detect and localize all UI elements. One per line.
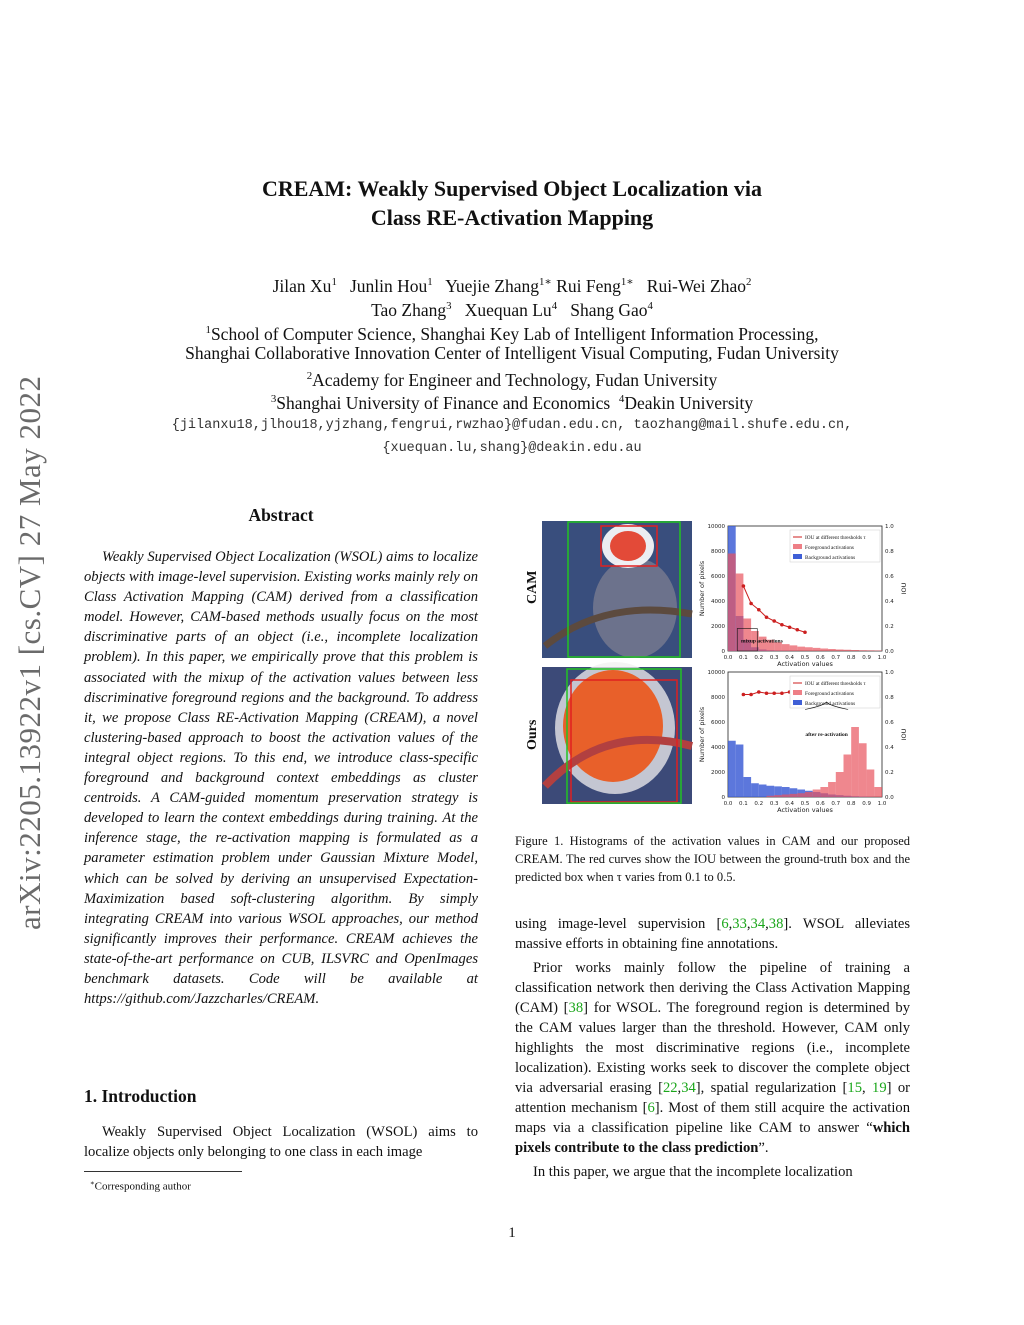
footnote-mark: ∗ — [90, 1180, 95, 1187]
affiliation-mark: 1 — [205, 324, 211, 336]
y-tick-label: 0 — [721, 649, 725, 655]
page-number: 1 — [508, 1225, 516, 1241]
x-tick-label: 1.0 — [877, 655, 887, 661]
text-run: ”. — [758, 1140, 769, 1156]
intro-body — [84, 1122, 478, 1162]
ours-photo — [542, 662, 692, 804]
y-tick-label: 8000 — [711, 549, 725, 555]
x-tick-label: 0.9 — [862, 655, 871, 661]
text-run: ] for WSOL. The foreground region is determined by the CAM values larger than the threshold. However, CAM only highlights the most discriminative regions (i.e., incomplete localization). Existing works seek to discover the complete object via adversarial erasing [ — [515, 1000, 910, 1096]
iou-point — [757, 690, 761, 694]
foreground-bar — [859, 743, 867, 797]
foreground-bar — [828, 649, 836, 651]
y2-axis-label: IOU — [900, 728, 908, 741]
y2-axis-label: IOU — [900, 582, 908, 595]
citation-link[interactable]: 19 — [872, 1080, 887, 1096]
footnote-rule — [84, 1171, 242, 1172]
x-tick-label: 0.5 — [800, 801, 810, 807]
section-heading-introduction: 1. Introduction — [84, 1086, 197, 1106]
emails-line-1: {jilanxu18,jlhou18,yjzhang,fengrui,rwzhao}@fudan.edu.cn, taozhang@mail.shufe.edu.cn, — [171, 418, 853, 433]
x-tick-label: 0.5 — [800, 655, 810, 661]
foreground-bar — [828, 782, 836, 797]
y-tick-label: 0 — [721, 795, 725, 801]
citation-link[interactable]: 34 — [681, 1080, 696, 1096]
y-axis-label: Number of pixels — [698, 560, 706, 617]
author-name: Jilan Xu — [272, 275, 332, 296]
x-tick-label: 0.7 — [831, 801, 841, 807]
iou-point — [742, 584, 746, 588]
foreground-bar — [836, 650, 844, 652]
iou-point — [765, 691, 769, 695]
y-tick-label: 6000 — [711, 574, 725, 580]
legend-label: Background activations — [805, 701, 856, 707]
background-bar — [759, 785, 767, 798]
y2-tick-label: 1.0 — [885, 524, 894, 530]
foreground-bar — [813, 790, 821, 798]
footnote-text: Corresponding author — [94, 1180, 191, 1193]
x-tick-label: 0.1 — [739, 655, 748, 661]
legend-swatch-foreground — [793, 544, 802, 549]
affiliation-mark: 2 — [306, 370, 313, 382]
y-tick-label: 2000 — [711, 770, 725, 776]
x-tick-label: 0.0 — [723, 655, 733, 661]
iou-point — [749, 693, 753, 697]
citation-link[interactable]: 38 — [568, 1000, 584, 1016]
foreground-bar — [851, 650, 859, 651]
background-bar — [743, 777, 751, 797]
y2-tick-label: 0.0 — [885, 649, 894, 655]
foreground-bar — [859, 650, 867, 651]
x-tick-label: 0.6 — [816, 801, 825, 807]
text-run: Prior works mainly follow the pipeline of training a classification network then deriving the Class Activation Mapping (CAM) [ — [515, 960, 910, 1016]
x-tick-label: 0.2 — [754, 801, 764, 807]
bold-text: which pixels contribute to the class prediction — [515, 1120, 910, 1156]
x-tick-label: 0.3 — [769, 801, 779, 807]
author-affiliation-mark: 1∗ — [620, 276, 634, 288]
background-bar — [767, 786, 775, 797]
citation-link[interactable]: 6 — [721, 916, 729, 932]
y2-tick-label: 0.2 — [885, 624, 894, 630]
right-column-text — [515, 914, 910, 1182]
foreground-bar — [820, 649, 828, 652]
foreground-bar — [790, 794, 798, 797]
author-affiliation-mark: 1∗ — [539, 276, 552, 288]
authors-line-2 — [0, 295, 1024, 322]
x-tick-label: 0.3 — [769, 655, 779, 661]
author-name: Xuequan Lu — [464, 299, 552, 320]
foreground-bar — [782, 644, 790, 651]
author-name: Rui Feng — [556, 275, 621, 296]
x-tick-label: 0.2 — [754, 655, 764, 661]
x-tick-label: 0.7 — [831, 655, 841, 661]
y2-tick-label: 0.8 — [885, 549, 894, 555]
y2-tick-label: 0.6 — [885, 574, 894, 580]
charts-layer — [698, 524, 908, 814]
figure-row-label-cam: CAM — [525, 570, 540, 604]
foreground-bar — [805, 647, 813, 651]
affiliation-text: School of Computer Science, Shanghai Key Lab of Intelligent Information Processing, — [210, 323, 819, 344]
author-affiliation-mark: 4 — [647, 300, 653, 312]
author-name: Shang Gao — [570, 299, 648, 320]
foreground-bar — [797, 793, 805, 797]
x-tick-label: 0.8 — [846, 655, 856, 661]
author-affiliation-mark: 1 — [427, 276, 433, 288]
y2-tick-label: 0.8 — [885, 695, 894, 701]
legend-label: Background activations — [805, 555, 856, 561]
x-axis-label: Activation values — [777, 806, 833, 814]
paper-title — [0, 174, 1024, 232]
citation-link[interactable]: 15 — [847, 1080, 862, 1096]
x-tick-label: 1.0 — [877, 801, 887, 807]
y2-tick-label: 0.4 — [885, 599, 894, 605]
y-tick-label: 8000 — [711, 695, 725, 701]
iou-point — [796, 628, 800, 632]
foreground-bar — [867, 770, 875, 798]
emails-line-2: {xuequan.lu,shang}@deakin.edu.au — [382, 441, 642, 456]
iou-point — [757, 608, 761, 612]
affiliation-text: Academy for Engineer and Technology, Fudan University — [312, 369, 718, 390]
y-axis-label: Number of pixels — [698, 706, 706, 763]
foreground-bar — [844, 755, 852, 798]
text-run: ], spatial regularization [ — [695, 1080, 848, 1096]
affiliation-1-line-2: Shanghai Collaborative Innovation Center of Intelligent Visual Computing, Fudan University — [185, 343, 839, 363]
iou-point — [780, 623, 784, 627]
legend-label: Foreground activations — [805, 545, 854, 551]
figure-svg — [515, 518, 910, 814]
foreground-bar — [844, 650, 852, 651]
legend-label: IOU at different thresholds τ — [805, 535, 866, 541]
legend-swatch-background — [793, 700, 802, 705]
authors-line-1 — [0, 271, 1024, 298]
figure-1-caption: Figure 1. Histograms of the activation values in CAM and our proposed CREAM. The red curves show the IOU between the ground-truth box and the predicted box when τ varies from 0.1 to 0.5. — [515, 834, 910, 884]
text-run: ] or attention mechanism [ — [515, 1080, 910, 1116]
footnote — [90, 1179, 191, 1193]
y2-tick-label: 0.4 — [885, 745, 894, 751]
affiliation-mark: 3 — [270, 393, 277, 405]
text-run: ]. WSOL alleviates massive efforts in obtaining fine annotations. — [515, 916, 910, 952]
author-name: Tao Zhang — [371, 299, 447, 320]
title-line-2: Class RE-Activation Mapping — [370, 205, 654, 230]
iou-point — [803, 630, 807, 634]
abstract-body — [84, 547, 478, 1009]
rcol-paragraph-2: Prior works mainly follow the pipeline of training a classification network then deriving the Class Activation Mapping (CAM) [38] for WSOL. The foreground region is determined by the CAM values larger than the threshold. However, CAM only highlights the most discriminative regions (i.e., incomplete localization). Existing works seek to discover the complete object via adversarial erasing [22,34], spatial regularization [15, 19] or attention mechanism [6]. Most of them still acquire the activation maps via a classification pipeline like CAM to answer “which pixels contribute to the class prediction”. — [515, 960, 910, 1156]
author-name: Yuejie Zhang — [445, 275, 539, 296]
background-bar — [751, 783, 759, 797]
background-bar — [736, 745, 744, 798]
legend-swatch-foreground — [793, 690, 802, 695]
author-affiliation-mark: 1 — [331, 276, 337, 288]
legend-label: IOU at different thresholds τ — [805, 681, 866, 687]
background-bar — [728, 741, 736, 797]
foreground-bar — [874, 651, 882, 652]
y2-tick-label: 0.0 — [885, 795, 894, 801]
y-tick-label: 4000 — [711, 745, 725, 751]
iou-point — [765, 615, 769, 619]
foreground-bar — [728, 554, 736, 652]
x-tick-label: 0.4 — [785, 801, 794, 807]
figure-row-label-ours: Ours — [525, 719, 540, 750]
title-line-1: CREAM: Weakly Supervised Object Localization via — [261, 176, 763, 201]
legend-label: Foreground activations — [805, 691, 854, 697]
abstract-text: Weakly Supervised Object Localization (WSOL) aims to localize objects with image-level supervision. Existing works mainly rely on Class Activation Mapping (CAM) derived from a classification model. However, CAM-based methods usually focus on the most discriminative parts of an object (i.e., incomplete localization problem). In this paper, we empirically prove that this problem is associated with the mixup of the activation values between less discriminative foreground regions and the background. To address it, we propose Class RE-Activation Mapping (CREAM), a novel clustering-based approach to boost the activation values of the integral object regions. To this end, we introduce class-specific foreground and background context embeddings as cluster centroids. A CAM-guided momentum preservation strategy is developed to learn the context embeddings during training. At the inference stage, the re-activation mapping is formulated as a parameter estimation problem under Gaussian Mixture Model, which can be solved by deriving an unsupervised Expectation-Maximization based soft-clustering algorithm. By simply integrating CREAM into various WSOL approaches, our method significantly improves their performance. CREAM achieves the state-of-the-art performance on CUB, ILSVRC and OpenImages benchmark datasets. Code will be available at https://github.com/Jazzcharles/CREAM. — [84, 549, 478, 1008]
x-tick-label: 0.6 — [816, 655, 825, 661]
x-tick-label: 0.0 — [723, 801, 733, 807]
affiliation-3-4 — [0, 388, 1024, 415]
rcol-paragraph-1: using image-level supervision [6,33,34,38]. WSOL alleviates massive efforts in obtaining fine annotations. — [515, 916, 910, 952]
x-axis-label: Activation values — [777, 660, 833, 668]
iou-point — [772, 691, 776, 695]
citation-link[interactable]: 6 — [647, 1100, 655, 1116]
y-tick-label: 10000 — [707, 524, 725, 530]
abstract-heading: Abstract — [248, 505, 314, 525]
y2-tick-label: 0.6 — [885, 720, 894, 726]
foreground-bar — [743, 619, 751, 652]
foreground-bar — [836, 772, 844, 797]
citation-link[interactable]: 22 — [662, 1080, 678, 1096]
foreground-bar — [851, 727, 859, 797]
y-tick-label: 10000 — [707, 670, 725, 676]
y2-tick-label: 0.2 — [885, 770, 894, 776]
foreground-bar — [874, 787, 882, 797]
author-name: Rui-Wei Zhao — [646, 275, 746, 296]
iou-point — [780, 691, 784, 695]
foreground-bar — [797, 647, 805, 651]
affiliation-text: Deakin University — [624, 392, 754, 413]
x-tick-label: 0.8 — [846, 801, 856, 807]
x-tick-label: 0.1 — [739, 801, 748, 807]
author-affiliation-mark: 2 — [745, 276, 752, 288]
author-affiliation-mark: 3 — [446, 300, 452, 312]
author-affiliation-mark: 4 — [551, 300, 558, 312]
affiliation-text: Shanghai University of Finance and Economics — [276, 392, 611, 413]
arxiv-stamp: arXiv:2205.13922v1 [cs.CV] 27 May 2022 — [12, 375, 47, 930]
text-run: ]. Most of them still acquire the activation maps via a classification pipeline like CAM to answer “ — [515, 1100, 910, 1136]
iou-point — [742, 693, 746, 697]
foreground-bar — [790, 645, 798, 651]
annotation-label: mixup activations — [741, 638, 783, 645]
foreground-bar — [782, 795, 790, 798]
citation-link[interactable]: 33 — [732, 916, 747, 932]
y2-tick-label: 1.0 — [885, 670, 894, 676]
foreground-bar — [774, 795, 782, 797]
cam-photo — [542, 521, 692, 658]
citation-link[interactable]: 34 — [750, 916, 766, 932]
y-tick-label: 2000 — [711, 624, 725, 630]
legend-swatch-background — [793, 554, 802, 559]
citation-link[interactable]: 38 — [768, 916, 784, 932]
foreground-bar — [867, 650, 875, 651]
rcol-paragraph-3: In this paper, we argue that the incomplete localization — [533, 1164, 853, 1180]
x-tick-label: 0.9 — [862, 801, 871, 807]
affiliation-mark: 4 — [618, 393, 625, 405]
author-name: Junlin Hou — [349, 275, 428, 296]
text-run: using image-level supervision [ — [515, 916, 722, 932]
y-tick-label: 6000 — [711, 720, 725, 726]
intro-paragraph: Weakly Supervised Object Localization (WSOL) aims to localize objects only belonging to one class in each image — [84, 1124, 478, 1160]
annotation-label: after re-activation — [805, 731, 848, 738]
foreground-bar — [813, 648, 821, 651]
iou-point — [749, 602, 753, 606]
y-tick-label: 4000 — [711, 599, 725, 605]
x-tick-label: 0.4 — [785, 655, 794, 661]
iou-point — [788, 625, 792, 629]
foreground-bar — [820, 787, 828, 797]
foreground-bar — [805, 792, 813, 797]
figure-1 — [515, 518, 910, 814]
foreground-bar — [767, 796, 775, 797]
iou-point — [772, 619, 776, 623]
